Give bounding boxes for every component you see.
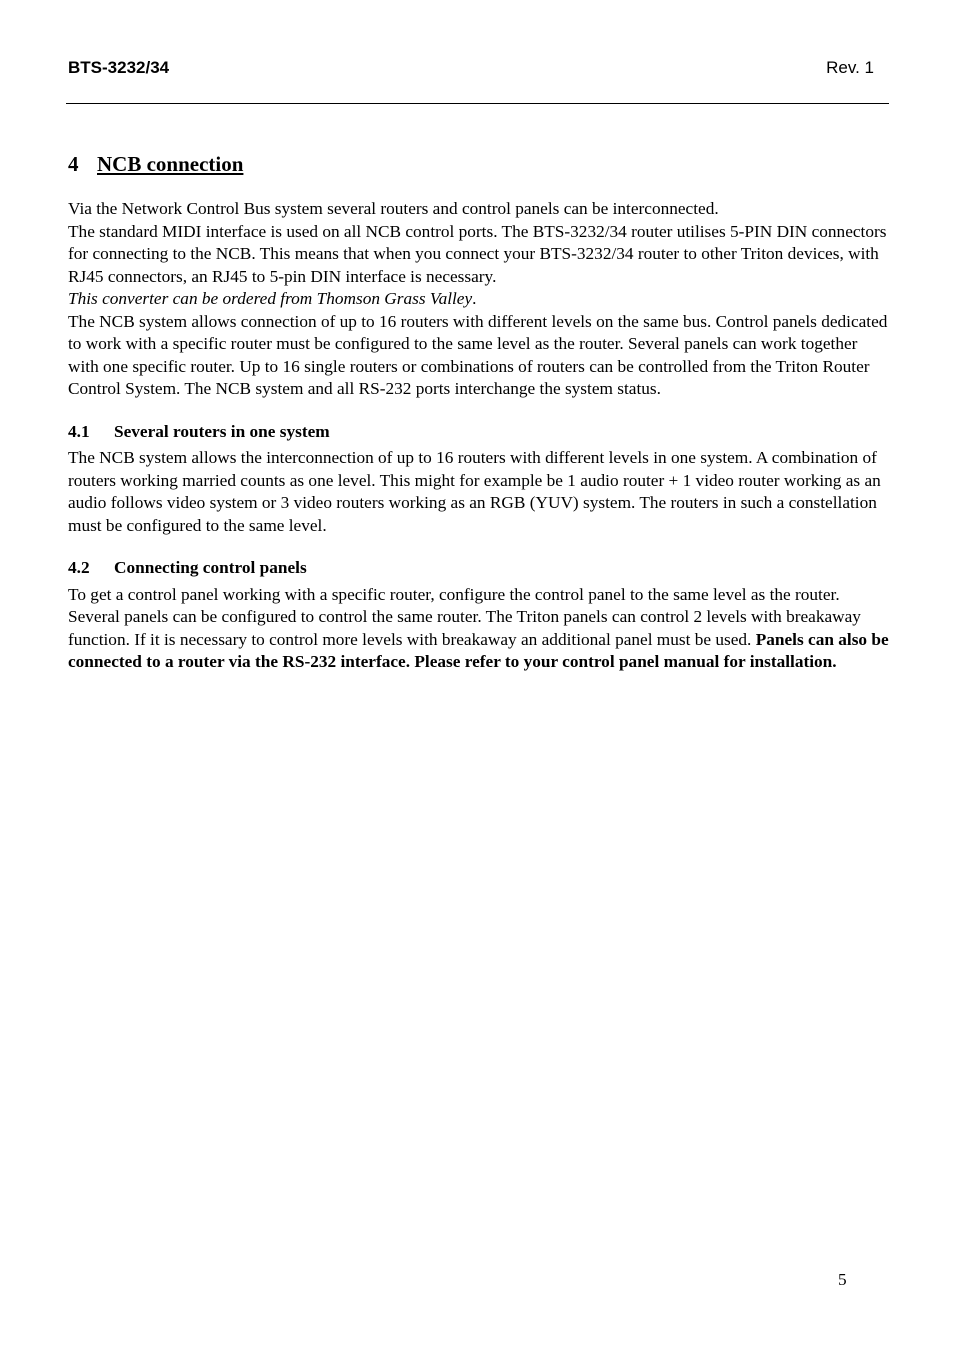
document-id: BTS-3232/34 bbox=[68, 58, 170, 77]
intro-line-2: The standard MIDI interface is used on all NCB control ports. The BTS-3232/34 router utilises 5-PIN DIN connectors for connecting to the NCB. This means that when you connect your BTS-3232/34 router to other Triton devices, with RJ45 connectors, an RJ45 to 5-pin DIN interface is necessary. bbox=[68, 221, 887, 286]
subsection-number: 4.2 bbox=[68, 558, 90, 577]
section-number: 4 bbox=[68, 152, 79, 176]
subsection-4-2-body bbox=[68, 584, 890, 674]
page-header bbox=[68, 58, 874, 82]
subsection-heading-4-2 bbox=[68, 557, 890, 580]
subsection-heading-4-1 bbox=[68, 421, 890, 444]
rs232-note: Panels can also be connected to a router via the RS-232 interface. Please refer to your control panel manual for installation. bbox=[68, 629, 889, 671]
revision-label: Rev. 1 bbox=[826, 58, 874, 77]
section-title: NCB connection bbox=[97, 152, 244, 176]
section-heading bbox=[68, 150, 890, 178]
intro-line-1: Via the Network Control Bus system several routers and control panels can be interconnected. bbox=[68, 199, 719, 218]
converter-note: This converter can be ordered from Thomson Grass Valley bbox=[68, 289, 473, 308]
header-divider bbox=[66, 103, 889, 104]
subsection-title: Several routers in one system bbox=[114, 421, 330, 441]
ncb-system-text: The NCB system allows connection of up to 16 routers with different levels on the same bus. Control panels dedicated to work with a specific router must be configured to the same level as the router. Several panels can work together with one specific router. Up to 16 single routers or combinations of routers can be controlled from the Triton Router Control System. The NCB system and all RS-232 ports interchange the system status. bbox=[68, 311, 888, 398]
subsection-number: 4.1 bbox=[68, 421, 90, 441]
intro-paragraph bbox=[68, 198, 890, 401]
panels-text: To get a control panel working with a specific router, configure the control panel to the same level as the router. Several panels can be configured to control the same router. The Triton panels can control 2 levels with breakaway function. If it is necessary to control more levels with breakaway an additional panel must be used. bbox=[68, 584, 861, 649]
subsection-4-1-body: The NCB system allows the interconnection of up to 16 routers with different levels in one system. A combination of routers working married counts as one level. This might for example be 1 audio router + 1 video router working as an audio follows video system or 3 video routers working as an RGB (YUV) system. The routers in such a constellation must be configured to the same level. bbox=[68, 448, 881, 535]
subsection-title: Connecting control panels bbox=[114, 558, 307, 577]
page-number: 5 bbox=[838, 1270, 847, 1289]
page-content bbox=[68, 150, 890, 674]
converter-note-end: . bbox=[472, 289, 477, 308]
